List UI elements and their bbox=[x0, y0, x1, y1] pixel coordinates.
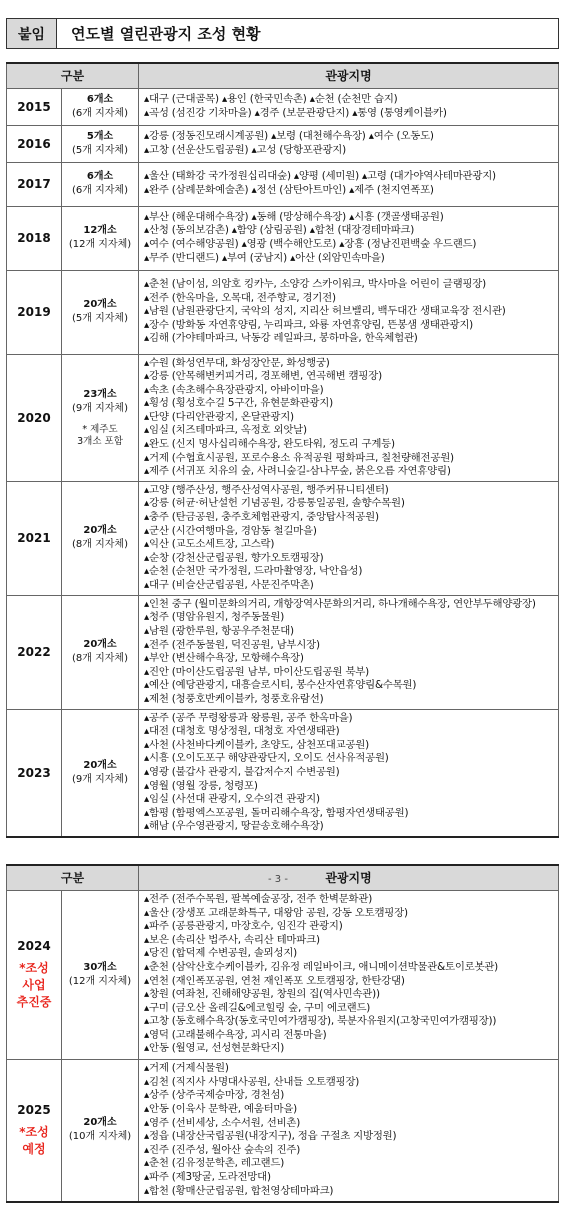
site-list-item: ▴강릉 (정동진모래시계공원) ▴보령 (대천해수욕장) ▴여수 (오동도) bbox=[144, 129, 434, 142]
site-list-item: ▴강릉 (허균·허난설헌 기념공원, 강릉통일공원, 솔향수목원) bbox=[144, 497, 405, 510]
year-cell bbox=[7, 595, 62, 709]
site-list-item: ▴함평 (함평엑스포공원, 돌머리해수욕장, 함평자연생태공원) bbox=[144, 806, 409, 819]
site-list-item: ▴곡성 (섬진강 기차마을) ▴경주 (보문관광단지) ▴통영 (통영케이블카) bbox=[144, 106, 447, 119]
count-cell bbox=[62, 206, 139, 270]
count-cell bbox=[62, 595, 139, 709]
site-count: 6개소 bbox=[86, 93, 114, 105]
sites-cell bbox=[139, 890, 559, 1059]
header-category: 구분 bbox=[7, 865, 139, 890]
site-list-item: ▴부산 (해운대해수욕장) ▴동해 (망상해수욕장) ▴시흥 (갯골생태공원) bbox=[144, 210, 444, 223]
municipality-count: (12개 지자체) bbox=[68, 239, 132, 250]
site-list-item: ▴구미 (금오산 올레길&에코힐링 숲, 구미 에코랜드) bbox=[144, 1001, 371, 1014]
year-label: 2015 bbox=[17, 99, 51, 114]
sites-cell bbox=[139, 481, 559, 595]
site-count: 12개소 bbox=[83, 225, 117, 236]
site-list-item: ▴사천 (사천바다케이블카, 초양도, 삼천포대교공원) bbox=[144, 738, 369, 751]
site-list-item: ▴보은 (속리산 법주사, 속리산 테마파크) bbox=[144, 933, 320, 946]
site-count: 20개소 bbox=[83, 299, 117, 310]
site-list-item: ▴남원 (광한루원, 항공우주천문대) bbox=[144, 624, 294, 637]
site-list-item: ▴예산 (예당관광지, 대흥슬로시티, 봉수산자연휴양림&수목원) bbox=[144, 679, 417, 692]
year-cell bbox=[7, 162, 62, 206]
site-list-item: ▴장수 (방화동 자연휴양림, 누리파크, 와룡 자연휴양림, 뜬봉샘 생태관광지) bbox=[144, 318, 474, 331]
site-list-item: ▴영광 (불갑사 관광지, 불갑저수지 수변공원) bbox=[144, 765, 340, 778]
site-list-item: ▴임실 (사선대 관광지, 오수의견 관광지) bbox=[144, 793, 320, 806]
table-row bbox=[7, 206, 559, 270]
site-count: 20개소 bbox=[83, 639, 117, 651]
site-list-item: ▴춘천 (남이섬, 의암호 킹카누, 소양강 스카이워크, 박사마을 어린이 글램핑장) bbox=[144, 278, 486, 291]
table-row bbox=[7, 88, 559, 125]
municipality-count: (9개 지자체) bbox=[72, 402, 128, 414]
municipality-count: (6개 지자체) bbox=[72, 107, 128, 119]
sites-cell bbox=[139, 709, 559, 837]
tourist-sites-table-2015-2023 bbox=[6, 62, 559, 838]
site-list-item: ▴진주 (진주성, 월아산 숲속의 진주) bbox=[144, 1143, 301, 1156]
site-list-item: ▴익산 (교도소세트장, 고스락) bbox=[144, 538, 275, 551]
site-count: 5개소 bbox=[86, 130, 114, 142]
site-count: 6개소 bbox=[86, 171, 114, 182]
year-label: 2025 bbox=[17, 1103, 51, 1118]
site-list-item: ▴순천 (순천만 국가정원, 드라마촬영장, 낙안읍성) bbox=[144, 565, 363, 578]
site-list-item: ▴순창 (강천산군립공원, 향가오토캠핑장) bbox=[144, 551, 324, 564]
sites-cell bbox=[139, 595, 559, 709]
site-list-item: ▴춘천 (삼악산호수케이블카, 김유정 레일바이크, 애니메이션박물관&토이로봇관) bbox=[144, 960, 499, 973]
site-list-item: ▴상주 (상주국제승마장, 경천섬) bbox=[144, 1089, 285, 1102]
year-cell bbox=[7, 709, 62, 837]
site-list-item: ▴안동 (월영교, 선성현문화단지) bbox=[144, 1042, 285, 1055]
sites-cell bbox=[139, 88, 559, 125]
site-list-item: ▴완도 (신지 명사십리해수욕장, 완도타워, 정도리 구계등) bbox=[144, 438, 395, 451]
page-title: 연도별 열린관광지 조성 현황 bbox=[71, 25, 261, 43]
header-category: 구분 bbox=[7, 63, 139, 88]
year-cell bbox=[7, 206, 62, 270]
sites-cell bbox=[139, 354, 559, 481]
site-count: 20개소 bbox=[83, 525, 117, 537]
header-sites: 관광지명 bbox=[139, 63, 559, 88]
table-row bbox=[7, 270, 559, 354]
count-cell bbox=[62, 270, 139, 354]
year-cell bbox=[7, 481, 62, 595]
site-list-item: ▴무주 (반디랜드) ▴부여 (궁남지) ▴아산 (외암민속마을) bbox=[144, 251, 385, 264]
year-label: 2022 bbox=[17, 645, 51, 660]
site-list-item: ▴합천 (황매산군립공원, 합천영상테마파크) bbox=[144, 1184, 334, 1197]
municipality-count: (9개 지자체) bbox=[72, 773, 128, 785]
site-list-item: ▴고창 (선운산도립공원) ▴고성 (당항포관광지) bbox=[144, 143, 346, 156]
sites-cell bbox=[139, 270, 559, 354]
table-row bbox=[7, 1059, 559, 1202]
title-bar bbox=[6, 18, 559, 49]
site-list-item: ▴강릉 (안목해변커피거리, 경포해변, 연곡해변 캠핑장) bbox=[144, 370, 382, 383]
site-list-item: ▴전주 (전주동물원, 덕진공원, 남부시장) bbox=[144, 638, 320, 651]
table-row bbox=[7, 354, 559, 481]
tourist-sites-table-2024-2025 bbox=[6, 864, 559, 1203]
municipality-count: (6개 지자체) bbox=[72, 185, 128, 196]
sites-cell bbox=[139, 206, 559, 270]
site-list-item: ▴파주 (공릉관광지, 마장호수, 임진각 관광지) bbox=[144, 920, 343, 933]
site-list-item: ▴파주 (제3땅굴, 도라전망대) bbox=[144, 1171, 271, 1184]
year-label: 2023 bbox=[17, 765, 51, 780]
sites-cell bbox=[139, 1059, 559, 1202]
site-list-item: ▴전주 (한옥마을, 오목대, 전주향교, 경기전) bbox=[144, 291, 336, 304]
count-cell bbox=[62, 162, 139, 206]
municipality-count: (10개 지자체) bbox=[68, 1131, 132, 1143]
site-list-item: ▴창원 (여좌천, 진해해양공원, 창원의 집(역사민속관)) bbox=[144, 988, 380, 1001]
site-list-item: ▴춘천 (김유정문학촌, 레고랜드) bbox=[144, 1157, 285, 1170]
site-list-item: ▴김천 (직지사 사명대사공원, 산내들 오토캠핑장) bbox=[144, 1075, 360, 1088]
count-cell bbox=[62, 481, 139, 595]
year-cell bbox=[7, 1059, 62, 1202]
site-list-item: ▴임실 (치즈테마파크, 옥정호 외앗날) bbox=[144, 424, 307, 437]
site-list-item: ▴안동 (이육사 문학관, 예움터마을) bbox=[144, 1103, 298, 1116]
site-list-item: ▴단양 (다리안관광지, 온달관광지) bbox=[144, 410, 294, 423]
year-cell bbox=[7, 354, 62, 481]
site-list-item: ▴고창 (동호해수욕장(동호국민여가캠핑장), 북분자유원지(고창국민여가캠핑장)) bbox=[144, 1015, 497, 1028]
count-note: * 제주도 3개소 포함 bbox=[77, 423, 123, 447]
site-list-item: ▴대전 (대청호 명상정원, 대청호 자연생태관) bbox=[144, 725, 340, 738]
site-list-item: ▴완주 (삼례문화예술촌) ▴정선 (삼탄아트마인) ▴제주 (천지연폭포) bbox=[144, 184, 434, 196]
year-label: 2021 bbox=[17, 531, 51, 546]
site-list-item: ▴해남 (우수영관광지, 땅끝송호해수욕장) bbox=[144, 820, 324, 833]
year-cell bbox=[7, 125, 62, 162]
year-cell bbox=[7, 890, 62, 1059]
table-row bbox=[7, 162, 559, 206]
year-label: 2016 bbox=[17, 136, 51, 151]
site-count: 20개소 bbox=[83, 1117, 117, 1129]
sites-cell bbox=[139, 125, 559, 162]
site-list-item: ▴울산 (장생포 고래문화특구, 대왕암 공원, 강동 오토캠핑장) bbox=[144, 906, 408, 919]
count-cell bbox=[62, 1059, 139, 1202]
year-label: 2020 bbox=[17, 410, 51, 425]
site-list-item: ▴산청 (동의보감촌) ▴함양 (상림공원) ▴합천 (대장경테마파크) bbox=[144, 224, 415, 237]
site-count: 20개소 bbox=[83, 759, 117, 771]
site-list-item: ▴김해 (가야테마파크, 낙동강 레일파크, 봉하마을, 한옥체험관) bbox=[144, 332, 418, 345]
municipality-count: (8개 지자체) bbox=[72, 539, 128, 551]
site-list-item: ▴군산 (시간여행마을, 경암동 철길마을) bbox=[144, 524, 317, 537]
site-list-item: ▴남원 (남원관광단지, 국악의 성지, 지리산 허브밸리, 백두대간 생태교육장 전시관) bbox=[144, 305, 506, 318]
municipality-count: (12개 지자체) bbox=[68, 975, 132, 987]
site-list-item: ▴제주 (서귀포 치유의 숲, 사려니숲길-삼나무숲, 붉은오름 자연휴양림) bbox=[144, 465, 451, 478]
year-label: 2019 bbox=[17, 305, 51, 319]
count-cell bbox=[62, 125, 139, 162]
site-list-item: ▴횡성 (횡성호수길 5구간, 유현문화관광지) bbox=[144, 397, 333, 410]
site-list-item: ▴전주 (전주수목원, 팔복예술공장, 전주 한벽문화관) bbox=[144, 892, 373, 905]
page-number: - 3 - bbox=[268, 874, 288, 885]
site-list-item: ▴영월 (영월 장릉, 청령포) bbox=[144, 779, 258, 792]
municipality-count: (5개 지자체) bbox=[72, 144, 128, 156]
header-sites: 관광지명 bbox=[139, 865, 559, 890]
site-list-item: ▴부안 (변산해수욕장, 모항해수욕장) bbox=[144, 652, 304, 665]
year-label: 2018 bbox=[17, 231, 51, 245]
year-cell bbox=[7, 88, 62, 125]
count-cell bbox=[62, 890, 139, 1059]
table-row bbox=[7, 890, 559, 1059]
table-row bbox=[7, 595, 559, 709]
site-count: 23개소 bbox=[83, 388, 117, 400]
site-list-item: ▴충주 (탄금공원, 충주호체험관광지, 중앙탑사적공원) bbox=[144, 511, 379, 524]
municipality-count: (5개 지자체) bbox=[72, 313, 128, 324]
attachment-tag: 붙임 bbox=[7, 19, 57, 48]
table-row bbox=[7, 125, 559, 162]
site-list-item: ▴고양 (행주산성, 행주산성역사공원, 행주커뮤니티센터) bbox=[144, 483, 389, 496]
site-count: 30개소 bbox=[83, 961, 117, 973]
municipality-count: (8개 지자체) bbox=[72, 653, 128, 665]
table-row bbox=[7, 481, 559, 595]
site-list-item: ▴진안 (마이산도립공원 남부, 마이산도립공원 북부) bbox=[144, 665, 369, 678]
site-list-item: ▴여수 (여수해양공원) ▴영광 (백수해안도로) ▴장흥 (정남진편백숲 우드랜드) bbox=[144, 238, 477, 250]
site-list-item: ▴수원 (화성연무대, 화성장안문, 화성행궁) bbox=[144, 356, 330, 369]
count-cell bbox=[62, 88, 139, 125]
site-list-item: ▴인천 중구 (월미문화의거리, 개항장역사문화의거리, 하나개해수욕장, 연안부두해양광장) bbox=[144, 597, 536, 610]
year-status-note: *조성 예정 bbox=[19, 1125, 49, 1157]
year-cell bbox=[7, 270, 62, 354]
site-list-item: ▴울산 (태화강 국가정원십리대숲) ▴양평 (세미원) ▴고령 (대가야역사테마관광지) bbox=[144, 170, 496, 183]
site-list-item: ▴속초 (속초해수욕장관광지, 아바이마을) bbox=[144, 383, 324, 396]
year-label: 2017 bbox=[17, 177, 51, 191]
site-list-item: ▴거제 (거제식물원) bbox=[144, 1062, 229, 1075]
site-list-item: ▴영주 (선비세상, 소수서원, 선비촌) bbox=[144, 1116, 301, 1129]
site-list-item: ▴당진 (합덕제 수변공원, 솔뫼성지) bbox=[144, 947, 298, 960]
site-list-item: ▴대구 (근대골목) ▴용인 (한국민속촌) ▴순천 (순천만 습지) bbox=[144, 92, 398, 105]
site-list-item: ▴연천 (재인폭포공원, 연천 재인폭포 오토캠핑장, 한탄강댐) bbox=[144, 974, 405, 987]
site-list-item: ▴청주 (명암유원지, 청주동물원) bbox=[144, 611, 285, 624]
site-list-item: ▴거제 (수협효시공원, 포로수용소 유적공원 평화파크, 칠천량해전공원) bbox=[144, 451, 454, 464]
count-cell bbox=[62, 354, 139, 481]
year-label: 2024 bbox=[17, 939, 51, 953]
table-header-row bbox=[7, 63, 559, 88]
site-list-item: ▴영덕 (고래불해수욕장, 괴시리 전통마을) bbox=[144, 1028, 327, 1041]
site-list-item: ▴정읍 (내장산국립공원(내장지구), 정읍 구절초 지방정원) bbox=[144, 1130, 397, 1143]
table-row bbox=[7, 709, 559, 837]
count-cell bbox=[62, 709, 139, 837]
site-list-item: ▴공주 (공주 무령왕릉과 왕릉원, 공주 한옥마을) bbox=[144, 711, 353, 724]
site-list-item: ▴대구 (비슬산군립공원, 사문진주막촌) bbox=[144, 579, 314, 591]
site-list-item: ▴시흥 (오이도포구 해양관광단지, 오이도 선사유적공원) bbox=[144, 752, 389, 765]
site-list-item: ▴제천 (청풍호반케이블카, 청풍호유람선) bbox=[144, 692, 324, 705]
sites-cell bbox=[139, 162, 559, 206]
year-status-note: *조성 사업 추진중 bbox=[16, 961, 52, 1009]
